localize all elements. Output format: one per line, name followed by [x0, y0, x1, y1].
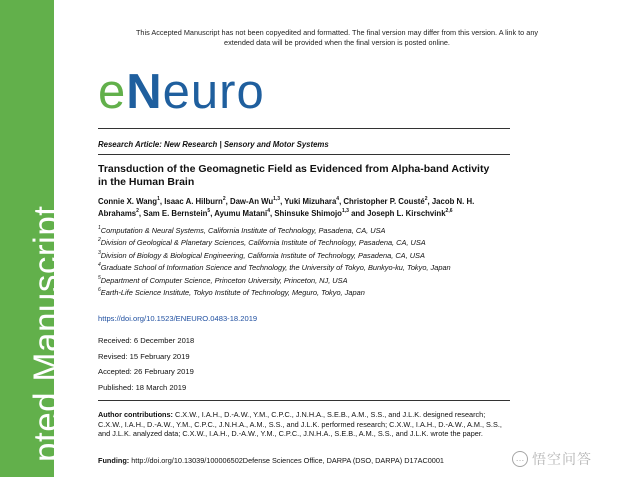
affiliation-item	[98, 250, 518, 262]
author-separator: ,	[225, 197, 230, 206]
affiliation-number: 2	[98, 237, 101, 244]
accepted-manuscript-band	[0, 0, 66, 477]
author-name: Shinsuke Shimojo	[274, 209, 342, 218]
header-divider	[98, 128, 510, 129]
affiliation-number: 1	[98, 225, 101, 231]
affiliation-number: 3	[98, 249, 101, 256]
author-separator: ,	[427, 197, 432, 206]
accepted-manuscript-label: pted Manuscript	[27, 205, 66, 462]
doi-link[interactable]: https://doi.org/10.1523/ENEURO.0483-18.2019	[98, 314, 258, 323]
author-separator: ,	[138, 209, 144, 218]
eneuro-logo: eNeuro	[98, 65, 265, 119]
affiliation-number: 6	[98, 287, 101, 294]
author-name: Joseph L. Kirschvink	[367, 209, 446, 218]
author-separator: ,	[270, 209, 275, 218]
contributions-text: C.X.W., I.A.H., D.-A.W., Y.M., C.P.C., J.N.H.A., S.E.B., A.M., S.S., and J.L.K. designed research; C.X.W., I.A.H., D.-A.W., Y.M., C.P.C., J.N.H.A., A.M., S.S., and J.L.K. performed research; C.X.W., I.A.H., D.-A.W., A.M., S.S., and J.L.K. analyzed data; C.X.W., I.A.H., D.-A.W., Y.M., C.P.C., J.N.H.A., S.E.B., A.M., S.S., and J.L.K. wrote the paper.	[98, 410, 502, 439]
author-name: Christopher P. Cousté	[343, 197, 425, 206]
author-affiliation-marker: 2	[222, 196, 226, 202]
category-divider	[98, 154, 510, 155]
author-affiliation-marker: 4	[267, 208, 271, 214]
received-date: Received: 6 December 2018	[98, 336, 195, 345]
author-separator: ,	[210, 209, 215, 218]
watermark-text: 悟空问答	[532, 451, 592, 467]
author-affiliation-marker: 1	[157, 196, 160, 202]
author-affiliation-marker: 1,3	[341, 208, 349, 214]
article-title: Transduction of the Geomagnetic Field as Evidenced from Alpha-band Activity in the Human Brain	[98, 163, 490, 188]
author-separator: ,	[159, 197, 165, 206]
author-name: Jacob N. H. Abrahams	[98, 197, 475, 218]
author-affiliation-marker: 5	[207, 208, 211, 214]
watermark	[512, 449, 592, 469]
author-affiliation-marker: 2	[136, 208, 139, 214]
publication-dates	[98, 333, 194, 396]
funding-label: Funding:	[98, 456, 130, 465]
affiliation-text: Computation & Neural Systems, California Institute of Technology, Pasadena, CA, USA	[100, 226, 386, 235]
speech-bubble-icon: …	[512, 451, 528, 467]
affiliation-text: Graduate School of Information Science and Technology, the University of Tokyo, Bunkyo-ku, Tokyo, Japan	[100, 263, 451, 273]
affiliation-text: Earth-Life Science Institute, Tokyo Institute of Technology, Meguro, Tokyo, Japan	[100, 288, 365, 298]
author-separator: and	[348, 209, 368, 218]
published-date: Published: 18 March 2019	[98, 383, 187, 393]
manuscript-notice: This Accepted Manuscript has not been copyedited and formatted. The final version may differ from this version. A link to any extended data will be provided when the final version is posted online.	[135, 28, 539, 47]
author-name: Ayumu Matani	[214, 209, 268, 218]
affiliation-text: Division of Biology & Biological Engineering, California Institute of Technology, Pasadena, CA, USA	[100, 250, 425, 260]
affiliation-number: 5	[98, 274, 101, 281]
funding-statement	[98, 456, 510, 466]
author-affiliation-marker: 4	[336, 196, 340, 202]
affiliation-item	[98, 262, 518, 274]
affiliation-text: Division of Geological & Planetary Sciences, California Institute of Technology, Pasadena, CA, USA	[100, 238, 426, 248]
affiliation-number: 4	[98, 262, 101, 269]
article-category: Research Article: New Research | Sensory and Motor Systems	[98, 140, 329, 149]
author-name: Daw-An Wu	[229, 197, 274, 206]
affiliation-item	[98, 275, 518, 287]
author-name: Yuki Mizuhara	[284, 197, 337, 206]
author-name: Sam E. Bernstein	[143, 209, 208, 218]
affiliation-item	[98, 225, 518, 237]
author-name: Isaac A. Hilburn	[164, 197, 223, 206]
author-affiliation-marker: 1,3	[273, 196, 281, 202]
contributions-divider	[98, 400, 510, 401]
affiliation-text: Department of Computer Science, Princeton University, Princeton, NJ, USA	[100, 275, 348, 285]
affiliation-item	[98, 287, 518, 299]
contributions-label: Author contributions:	[98, 410, 173, 419]
author-affiliation-marker: 2	[424, 196, 428, 202]
affiliation-item	[98, 237, 518, 249]
author-contributions	[98, 410, 510, 439]
accepted-date: Accepted: 26 February 2019	[98, 367, 194, 377]
funding-text: http://doi.org/10.13039/100006502Defense Sciences Office, DARPA (DSO, DARPA) D17AC0001	[129, 456, 444, 465]
author-list	[98, 196, 508, 220]
author-separator: ,	[339, 197, 344, 206]
author-affiliation-marker: 2,6	[445, 208, 453, 214]
author-name: Connie X. Wang	[98, 197, 158, 206]
author-separator: ,	[280, 197, 285, 206]
revised-date: Revised: 15 February 2019	[98, 351, 190, 361]
affiliation-list	[98, 225, 518, 299]
